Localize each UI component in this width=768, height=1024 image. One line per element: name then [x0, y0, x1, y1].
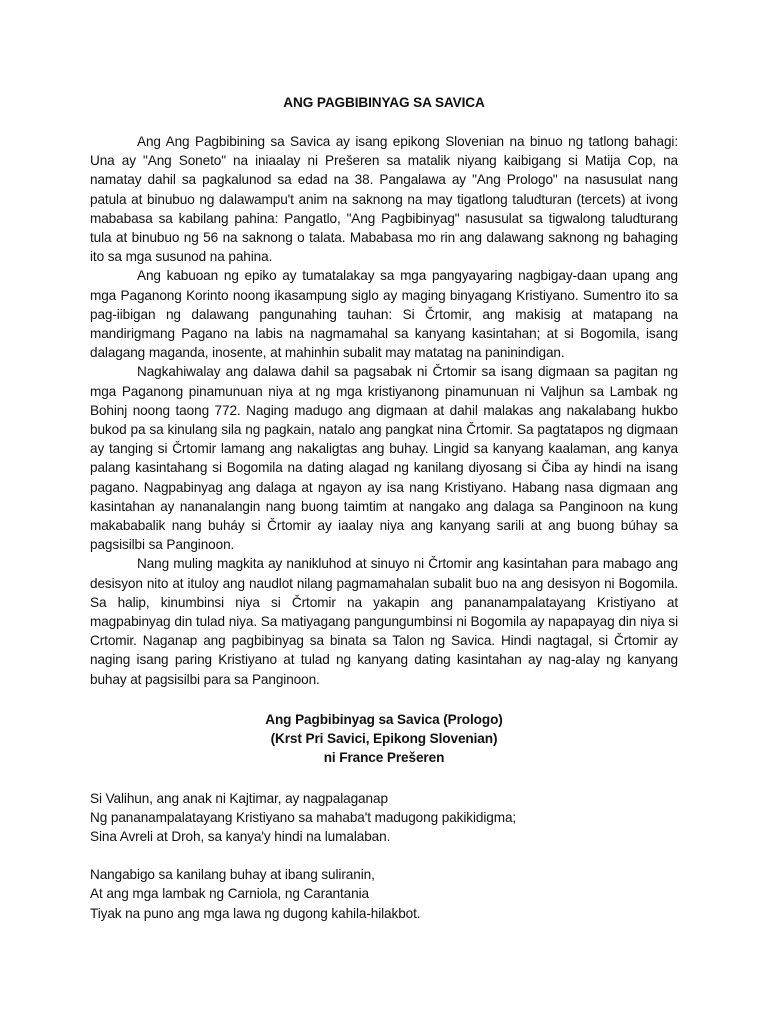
- verse-line: At ang mga lambak ng Carniola, ng Carantania: [90, 886, 369, 902]
- stanza: [90, 865, 678, 923]
- intro-paragraph: Ang Ang Pagbibining sa Savica ay isang epikong Slovenian na binuo ng tatlong bahagi: Una ay "Ang Soneto" na iniaalay ni Prešeren sa matalik niyang kaibigang si Matija Cop, na namatay dahil sa pagkalunod sa edad na 38. Pangalawa ay "Ang Prologo" na nasusulat nang patula at binubuo ng dalawampu't anim na saknong na may tigatlong taludturan (tercets) at ivong mababasa sa kabilang pahina: Pangatlo, "Ang Pagbibinyag" nasusulat sa tigwalong taludturang tula at binubuo ng 56 na saknong o talata. Mababasa mo rin ang dalawang saknong ng bahaging ito sa mga susunod na pahina.: [90, 134, 678, 265]
- document-page: [90, 93, 678, 942]
- poem-author: ni France Prešeren: [323, 750, 445, 766]
- poem-heading: [90, 710, 678, 768]
- verse-line: Nangabigo sa kanilang buhay at ibang suliranin,: [90, 867, 375, 883]
- poem-title: Ang Pagbibinyag sa Savica (Prologo): [265, 711, 503, 727]
- document-title: ANG PAGBIBINYAG SA SAVICA: [283, 95, 485, 110]
- summary-paragraph: Ang kabuoan ng epiko ay tumatalakay sa mga pangyayaring nagbigay-daan upang ang mga Paganong Korinto noong ikasampung siglo ay maging binyagang Kristiyano. Sumentro ito sa pag-iibigan ng dalawang pangunahing tauhan: Si Črtomir, ang makisig at matapang na mandirigmang Pagano na labis na nagmamahal sa kanyang kasintahan; at si Bogomila, isang dalagang maganda, inosente, at mahinhin subalit may matatag na paninindigan.: [90, 268, 678, 361]
- poem-original-title: (Krst Pri Savici, Epikong Slovenian): [270, 731, 498, 747]
- war-paragraph: Nagkahiwalay ang dalawa dahil sa pagsabak ni Črtomir sa isang digmaan sa pagitan ng mga Paganong pinamunuan niya at ng mga kristiyanong pinamunuan ni Valjhun sa Lambak ng Bohinj noong taong 772. Naging madugo ang digmaan at dahil malakas ang nakalabang hukbo bukod pa sa kinulang sila ng pagkain, natalo ang pangkat nina Črtomir. Sa pagtatapos ng digmaan ay tanging si Črtomir lamang ang nakaligtas ang buhay. Lingid sa kanyang kaalaman, ang kanya palang kasintahang si Bogomila na dating alagad ng kanilang diyosang si Čiba ay hindi na isang pagano. Nagpabinyag ang dalaga at ngayon ay isa nang Kristiyano. Habang nasa digmaan ang kasintahan ay nananalangin nang buong taimtim at nangako ang dalaga sa Panginoon na kung makababalik nang buháy si Črtomir ay iaalay niya ang kanyang sarili at ang buong búhay sa pagsisilbi sa Panginoon.: [90, 364, 678, 553]
- verse-line: Si Valihun, ang anak ni Kajtimar, ay nagpalaganap: [90, 790, 388, 806]
- stanza: [90, 789, 678, 847]
- verse-line: Ng pananampalatayang Kristiyano sa mahaba't madugong pakikidigma;: [90, 809, 517, 825]
- poem-body: [90, 789, 678, 923]
- verse-line: Tiyak na puno ang mga lawa ng dugong kahila-hilakbot.: [90, 905, 421, 921]
- verse-line: Sina Avreli at Droh, sa kanya'y hindi na lumalaban.: [90, 828, 391, 844]
- baptism-paragraph: Nang muling magkita ay nanikluhod at sinuyo ni Črtomir ang kasintahan para mabago ang desisyon nito at ituloy ang naudlot nilang pagmamahalan subalit buo na ang desisyon ni Bogomila. Sa halip, kinumbinsi niya si Črtomir na yakapin ang pananampalatayang Kristiyano at magpabinyag din tulad niya. Sa matiyagang pangungumbinsi ni Bogomila ay napapayag din niya si Crtomir. Naganap ang pagbibinyag sa binata sa Talon ng Savica. Hindi nagtagal, si Črtomir ay naging isang paring Kristiyano at tulad ng kanyang dating kasintahan ay nag-alay ng kanyang buhay at pagsisilbi para sa Panginoon.: [90, 556, 678, 687]
